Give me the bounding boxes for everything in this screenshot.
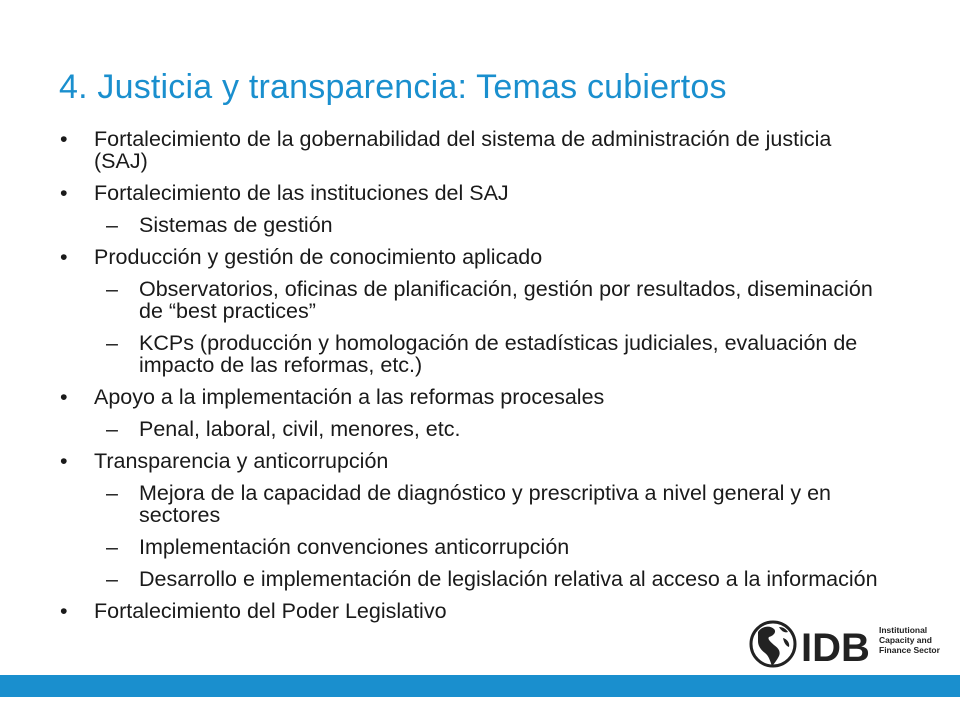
sub-bullet-text: Observatorios, oficinas de planificación, gestión por resultados, diseminación de “best practices” [139,277,873,323]
logo-tagline-line: Institutional [879,625,928,635]
sub-bullet-marker: – [106,567,118,591]
bullet-item [0,182,960,204]
logo-tagline-line: Capacity and [879,635,932,645]
bullet-text: Fortalecimiento de la gobernabilidad del sistema de administración de justicia (SAJ) [94,127,832,173]
sub-bullet-marker: – [106,331,118,355]
sub-bullet-text: Implementación convenciones anticorrupción [139,535,570,559]
bullet-marker: • [60,599,68,623]
bullet-text: Producción y gestión de conocimiento aplicado [94,245,543,269]
bullet-text: Apoyo a la implementación a las reformas procesales [94,385,605,409]
sub-bullet-marker: – [106,277,118,301]
sub-bullet-item [0,278,960,322]
logo-wordmark: IDB [801,626,870,670]
sub-bullet-text: Mejora de la capacidad de diagnóstico y prescriptiva a nivel general y en sectores [139,481,831,527]
bullet-text: Transparencia y anticorrupción [94,449,389,473]
sub-bullet-item [0,332,960,376]
sub-bullet-text: Penal, laboral, civil, menores, etc. [139,417,461,441]
sub-bullet-text: KCPs (producción y homologación de estadísticas judiciales, evaluación de impacto de las reformas, etc.) [139,331,858,377]
sub-bullet-item [0,418,960,440]
sub-bullet-marker: – [106,481,118,505]
bullet-marker: • [60,245,68,269]
sub-bullet-text: Sistemas de gestión [139,213,333,237]
bullet-list [0,128,960,632]
bullet-item [0,128,960,172]
sub-bullet-marker: – [106,417,118,441]
sub-bullet-marker: – [106,535,118,559]
sub-bullet-item [0,536,960,558]
sub-bullet-item [0,482,960,526]
sub-bullet-text: Desarrollo e implementación de legislación relativa al acceso a la información [139,567,878,591]
sub-bullet-item [0,568,960,590]
bullet-item [0,450,960,472]
sub-bullet-marker: – [106,213,118,237]
bullet-text: Fortalecimiento del Poder Legislativo [94,599,447,623]
bullet-marker: • [60,127,68,151]
bullet-item [0,386,960,408]
slide-title: 4. Justicia y transparencia: Temas cubiertos [59,68,727,106]
sub-bullet-item [0,214,960,236]
bullet-marker: • [60,449,68,473]
bottom-accent-bar [0,675,960,697]
logo-tagline-line: Finance Sector [879,645,940,655]
bullet-marker: • [60,385,68,409]
globe-americas-icon [751,622,795,666]
bullet-marker: • [60,181,68,205]
bullet-text: Fortalecimiento de las instituciones del SAJ [94,181,509,205]
idb-logo [749,617,940,673]
bullet-item [0,246,960,268]
